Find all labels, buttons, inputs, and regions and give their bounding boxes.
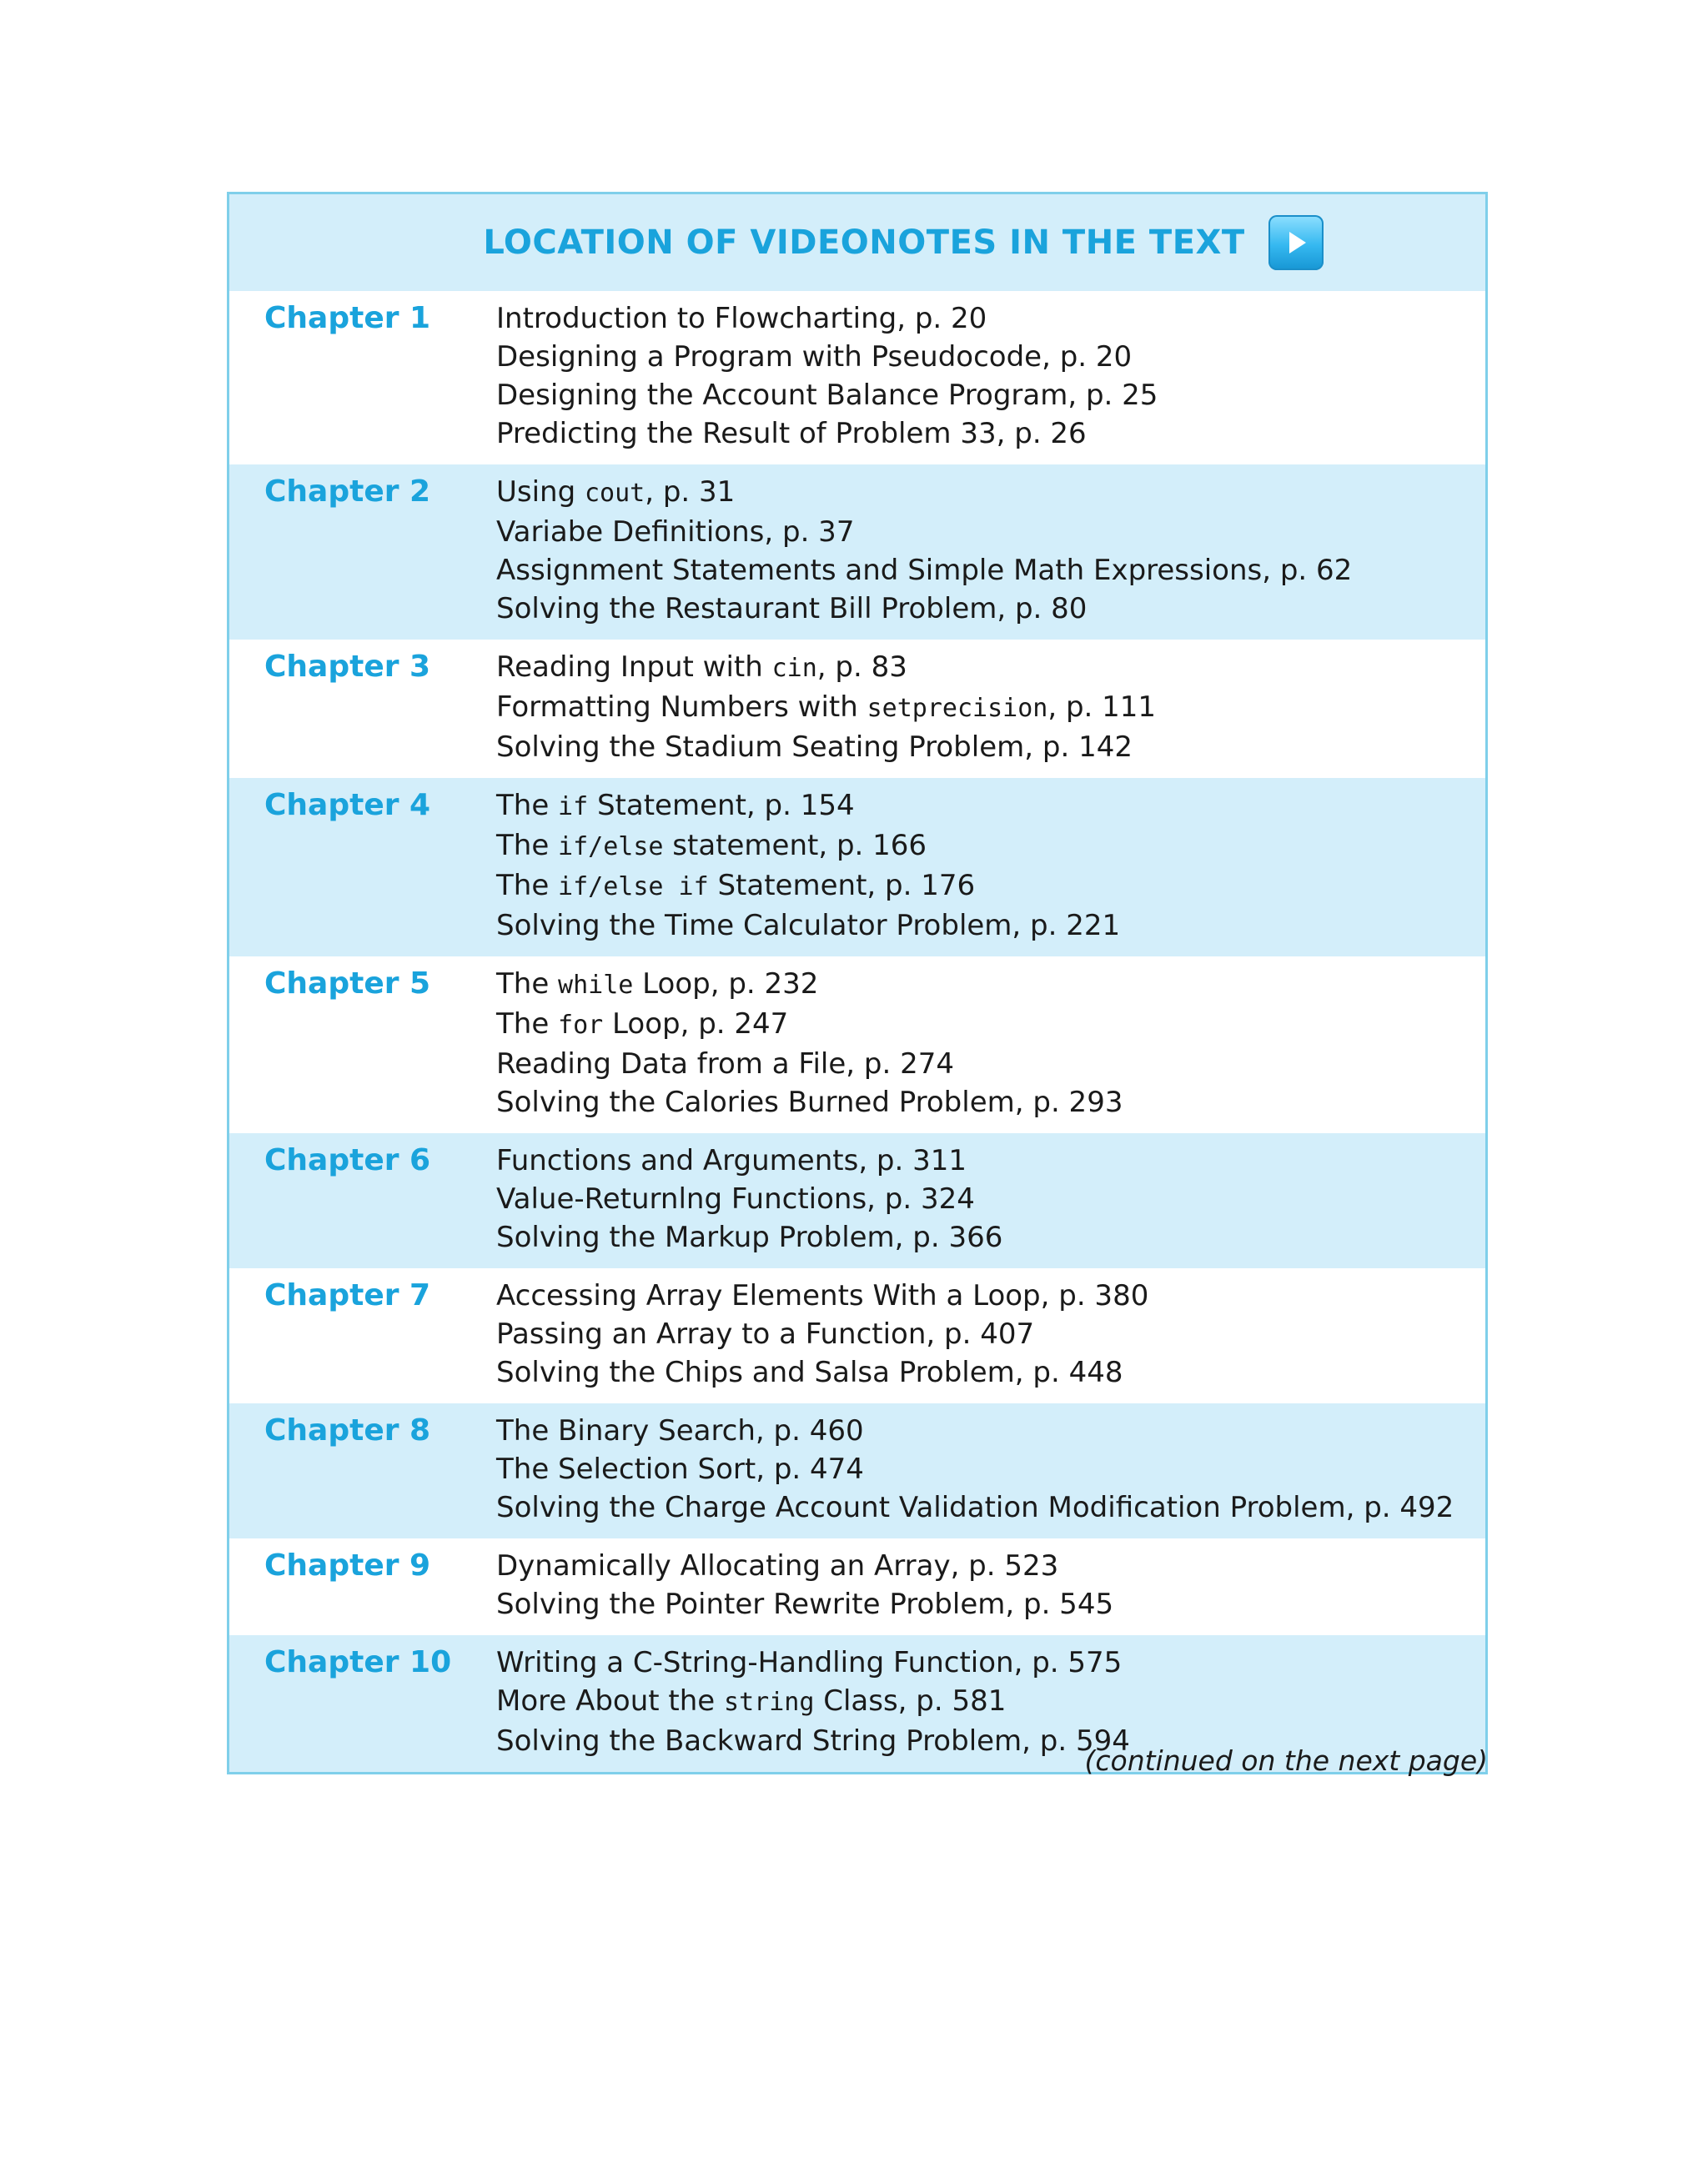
videonote-item [496, 728, 1485, 766]
videonote-list [496, 1644, 1485, 1760]
chapter-row [229, 956, 1485, 1133]
item-text: The [496, 1007, 559, 1041]
videonote-list [496, 1142, 1485, 1257]
item-text: More About the [496, 1684, 725, 1718]
videonote-item [496, 1277, 1485, 1315]
chapter-label: Chapter 1 [264, 301, 431, 335]
videonote-item [496, 1547, 1485, 1585]
item-text: Accessing Array Elements With a Loop, p. 380 [496, 1279, 1149, 1312]
item-text: Statement, p. 154 [588, 789, 855, 822]
item-text: Solving the Pointer Rewrite Problem, p. 545 [496, 1588, 1114, 1621]
item-text: , p. 111 [1047, 690, 1157, 724]
item-text: Reading Data from a File, p. 274 [496, 1047, 954, 1081]
videonote-item [496, 376, 1485, 414]
chapter-row [229, 1538, 1485, 1635]
videonote-item [496, 1083, 1485, 1122]
item-text: Formatting Numbers with [496, 690, 867, 724]
item-text: Solving the Restaurant Bill Problem, p. 80 [496, 592, 1088, 625]
item-text: Solving the Calories Burned Problem, p. 293 [496, 1086, 1123, 1119]
videonote-item [496, 1585, 1485, 1624]
play-triangle-icon [1279, 226, 1313, 259]
item-code: if/else if [558, 872, 709, 901]
item-code: for [558, 1011, 604, 1040]
item-text: statement, p. 166 [663, 829, 927, 862]
item-text: Predicting the Result of Problem 33, p. 26 [496, 417, 1087, 450]
videonote-item [496, 965, 1485, 1005]
videonote-item [496, 1450, 1485, 1488]
item-text: Solving the Chips and Salsa Problem, p. 448 [496, 1356, 1123, 1389]
item-text: Designing a Program with Pseudocode, p. 20 [496, 340, 1133, 374]
item-code: setprecision [867, 694, 1048, 723]
item-text: The [496, 829, 559, 862]
item-text: Writing a C-String-Handling Function, p. 575 [496, 1646, 1123, 1679]
videonote-list [496, 1277, 1485, 1392]
chapter-label: Chapter 6 [264, 1143, 431, 1177]
videonote-item [496, 1142, 1485, 1180]
item-text: , p. 31 [645, 475, 736, 509]
item-code: if/else [558, 832, 664, 861]
videonote-item [496, 1045, 1485, 1083]
videonote-item [496, 1644, 1485, 1682]
videonote-item [496, 1218, 1485, 1257]
videonote-list [496, 1412, 1485, 1527]
videonote-item [496, 513, 1485, 551]
videonote-item [496, 551, 1485, 590]
item-text: Value-Returnlng Functions, p. 324 [496, 1182, 975, 1216]
chapter-row [229, 1268, 1485, 1403]
chapter-label: Chapter 2 [264, 474, 431, 509]
videonote-list [496, 965, 1485, 1122]
videonote-list [496, 786, 1485, 945]
videonote-item [496, 338, 1485, 376]
item-code: while [558, 971, 634, 1000]
item-text: Assignment Statements and Simple Math Expressions, p. 62 [496, 554, 1353, 587]
videonote-item [496, 1488, 1485, 1527]
item-code: if [558, 792, 589, 821]
videonote-item [496, 299, 1485, 338]
chapter-row [229, 464, 1485, 640]
videonote-item [496, 1682, 1485, 1722]
item-text: Using [496, 475, 585, 509]
item-text: The [496, 967, 559, 1001]
chapter-row [229, 1403, 1485, 1538]
item-text: Designing the Account Balance Program, p. 25 [496, 379, 1158, 412]
chapter-row [229, 1133, 1485, 1268]
item-text: Variabe Definitions, p. 37 [496, 515, 855, 549]
videonote-item [496, 866, 1485, 906]
item-text: Passing an Array to a Function, p. 407 [496, 1317, 1035, 1351]
chapter-label: Chapter 7 [264, 1278, 431, 1312]
item-text: Solving the Markup Problem, p. 366 [496, 1221, 1003, 1254]
videonote-item [496, 826, 1485, 866]
page-title: LOCATION OF VIDEONOTES IN THE TEXT [483, 223, 1245, 262]
item-text: The Selection Sort, p. 474 [496, 1453, 864, 1486]
chapter-label: Chapter 10 [264, 1645, 452, 1679]
chapter-list [229, 291, 1485, 1772]
continued-note: (continued on the next page) [1084, 1744, 1488, 1777]
videonote-item [496, 1180, 1485, 1218]
videonote-item [496, 1412, 1485, 1450]
item-code: string [724, 1688, 815, 1717]
videonote-list [496, 473, 1485, 628]
videonote-item [496, 414, 1485, 453]
chapter-label: Chapter 4 [264, 788, 431, 822]
item-text: Solving the Stadium Seating Problem, p. 142 [496, 730, 1133, 764]
chapter-label: Chapter 3 [264, 650, 431, 684]
chapter-label: Chapter 9 [264, 1548, 431, 1583]
item-code: cin [771, 654, 817, 683]
item-text: The [496, 869, 559, 902]
item-text: Functions and Arguments, p. 311 [496, 1144, 967, 1177]
chapter-row [229, 778, 1485, 956]
item-code: cout [584, 479, 646, 508]
videonote-list [496, 299, 1485, 453]
videonote-item [496, 1353, 1485, 1392]
item-text: Loop, p. 232 [633, 967, 819, 1001]
table-header [229, 194, 1485, 291]
videonote-item [496, 1315, 1485, 1353]
item-text: Solving the Time Calculator Problem, p. 221 [496, 909, 1121, 942]
videonote-item [496, 473, 1485, 513]
chapter-row [229, 291, 1485, 464]
item-text: The Binary Search, p. 460 [496, 1414, 864, 1448]
videonote-item [496, 906, 1485, 945]
videonote-list [496, 1547, 1485, 1624]
chapter-label: Chapter 5 [264, 966, 431, 1001]
videonote-list [496, 648, 1485, 766]
play-icon [1268, 215, 1324, 270]
item-text: Solving the Backward String Problem, p. 594 [496, 1724, 1130, 1758]
videonote-item [496, 1005, 1485, 1045]
item-text: The [496, 789, 559, 822]
chapter-label: Chapter 8 [264, 1413, 431, 1448]
item-text: Statement, p. 176 [708, 869, 976, 902]
item-text: , p. 83 [816, 650, 907, 684]
item-text: Reading Input with [496, 650, 772, 684]
item-text: Class, p. 581 [814, 1684, 1007, 1718]
videonote-item [496, 648, 1485, 688]
item-text: Introduction to Flowcharting, p. 20 [496, 302, 987, 335]
item-text: Loop, p. 247 [603, 1007, 789, 1041]
chapter-row [229, 640, 1485, 778]
videonote-item [496, 786, 1485, 826]
item-text: Solving the Charge Account Validation Modification Problem, p. 492 [496, 1491, 1454, 1524]
videonotes-table [227, 192, 1488, 1774]
videonote-item [496, 590, 1485, 628]
videonote-item [496, 688, 1485, 728]
item-text: Dynamically Allocating an Array, p. 523 [496, 1549, 1059, 1583]
